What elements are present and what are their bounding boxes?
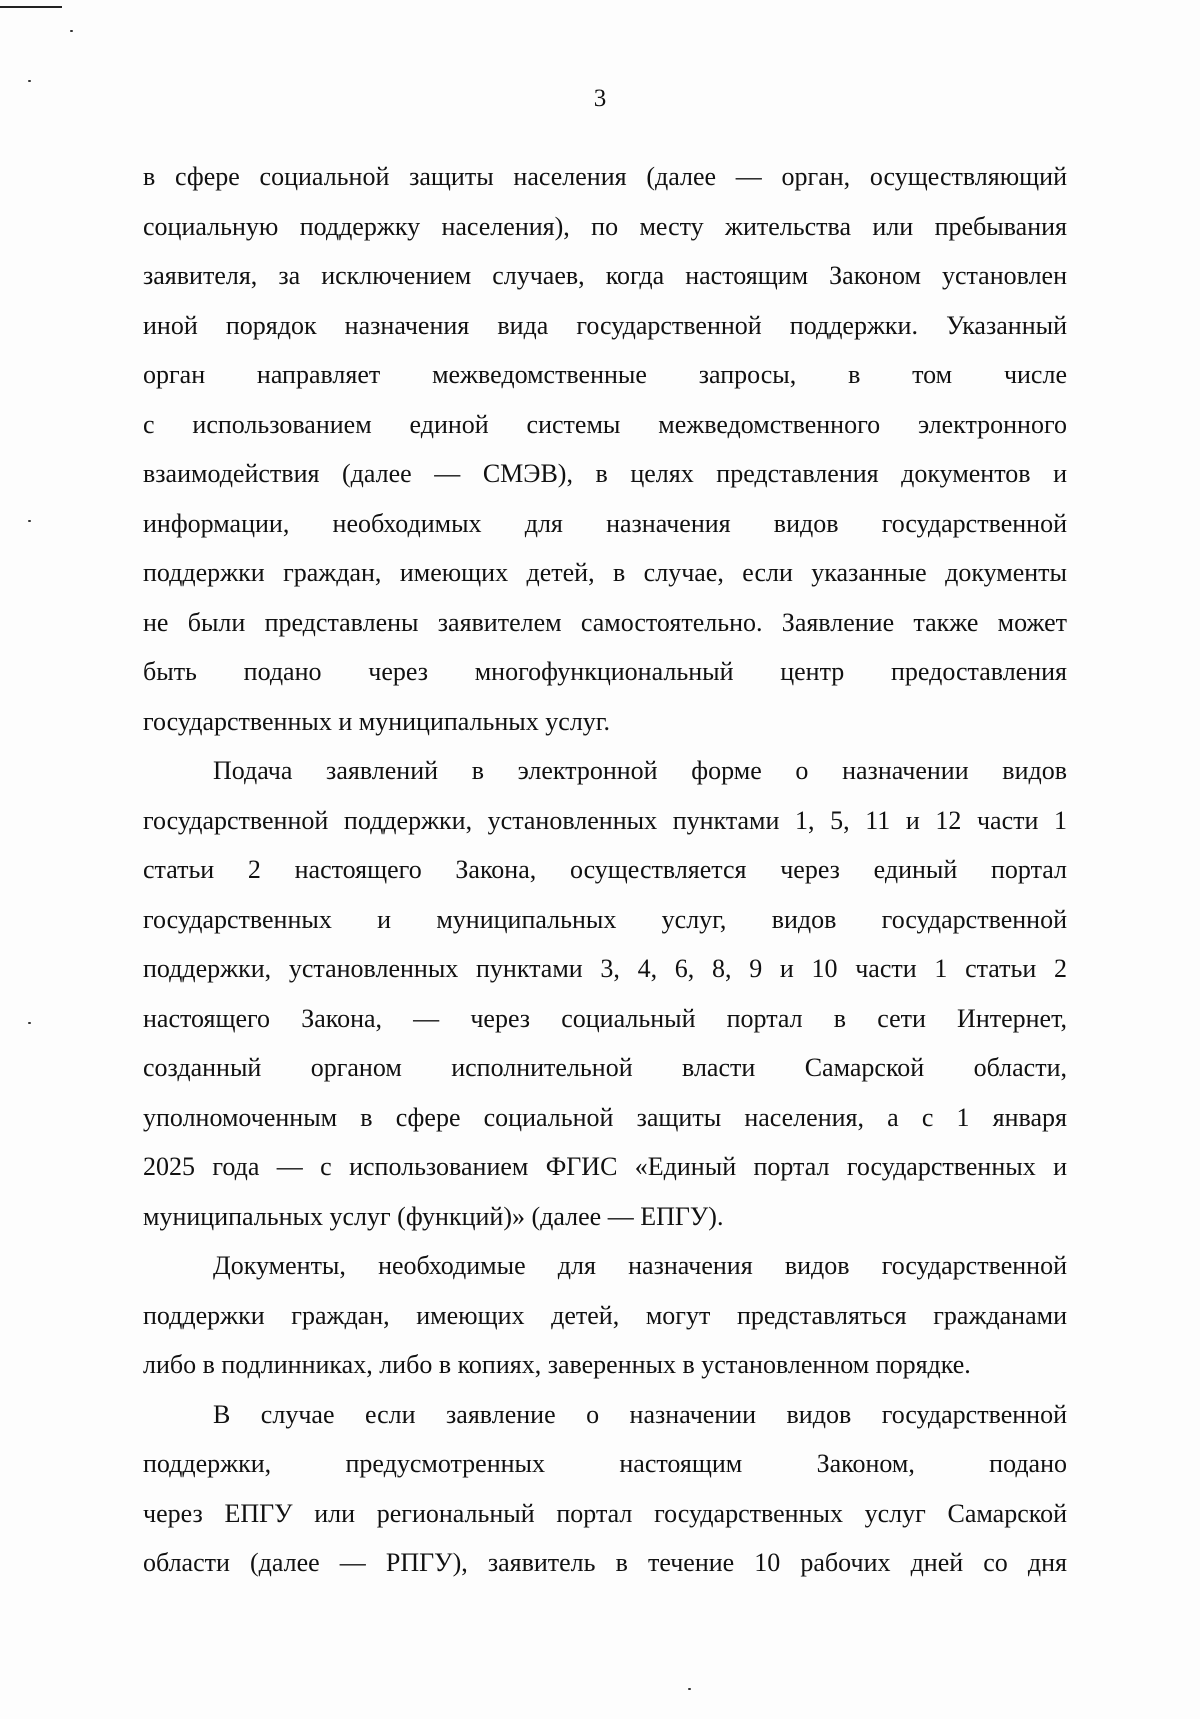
paragraph — [143, 1241, 1067, 1390]
text-line: государственных и муниципальных услуг. — [143, 706, 611, 736]
text-line: Подача заявлений в электронной форме о назначении видов — [213, 756, 1067, 785]
text-line: Документы, необходимые для назначения видов государственной — [213, 1251, 1067, 1280]
text-line: поддержки, предусмотренных настоящим Законом, подано — [143, 1449, 1067, 1478]
text-line: 2025 года — с использованием ФГИС «Единый портал государственных и — [143, 1152, 1067, 1181]
text-line: области (далее — РПГУ), заявитель в течение 10 рабочих дней со дня — [143, 1548, 1067, 1577]
text-line: взаимодействия (далее — СМЭВ), в целях представления документов и — [143, 459, 1067, 488]
text-line: В случае если заявление о назначении видов государственной — [213, 1399, 1067, 1429]
text-line: государственных и муниципальных услуг, видов государственной — [143, 904, 1067, 934]
text-line: либо в подлинниках, либо в копиях, заверенных в установленном порядке. — [143, 1350, 971, 1379]
paragraph — [143, 746, 1067, 1241]
text-line: муниципальных услуг (функций)» (далее — ЕПГУ). — [143, 1201, 724, 1231]
paragraph — [143, 1390, 1067, 1588]
text-line: информации, необходимых для назначения видов государственной — [143, 508, 1067, 538]
text-line: поддержки граждан, имеющих детей, в случае, если указанные документы — [143, 558, 1067, 587]
scan-speck — [70, 30, 73, 32]
text-line: созданный органом исполнительной власти Самарской области, — [143, 1053, 1067, 1082]
text-line: поддержки граждан, имеющих детей, могут представляться гражданами — [143, 1300, 1067, 1330]
text-line: через ЕПГУ или региональный портал государственных услуг Самарской — [143, 1498, 1067, 1528]
text-line: заявителя, за исключением случаев, когда настоящим Законом установлен — [143, 261, 1067, 290]
text-line: не были представлены заявителем самостоятельно. Заявление также может — [143, 607, 1067, 637]
document-body — [143, 152, 1067, 1588]
text-line: настоящего Закона, — через социальный портал в сети Интернет, — [143, 1003, 1067, 1033]
text-line: с использованием единой системы межведомственного электронного — [143, 409, 1067, 439]
text-line: иной порядок назначения вида государственной поддержки. Указанный — [143, 310, 1067, 340]
paragraph — [143, 152, 1067, 746]
text-line: орган направляет межведомственные запросы, в том числе — [143, 360, 1067, 389]
scan-speck — [688, 1688, 691, 1690]
scan-speck — [28, 1022, 31, 1024]
text-line: статьи 2 настоящего Закона, осуществляется через единый портал — [143, 855, 1067, 884]
scan-speck — [28, 80, 31, 82]
text-line: государственной поддержки, установленных пунктами 1, 5, 11 и 12 части 1 — [143, 805, 1067, 835]
text-line: уполномоченным в сфере социальной защиты населения, а с 1 января — [143, 1102, 1067, 1132]
text-line: поддержки, установленных пунктами 3, 4, 6, 8, 9 и 10 части 1 статьи 2 — [143, 954, 1067, 983]
scan-speck — [28, 520, 31, 522]
text-line: социальную поддержку населения), по месту жительства или пребывания — [143, 211, 1067, 241]
text-line: быть подано через многофункциональный центр предоставления — [143, 657, 1067, 686]
text-line: в сфере социальной защиты населения (далее — орган, осуществляющий — [143, 162, 1067, 191]
page-number: 3 — [593, 85, 607, 112]
scan-corner-mark — [0, 6, 62, 8]
